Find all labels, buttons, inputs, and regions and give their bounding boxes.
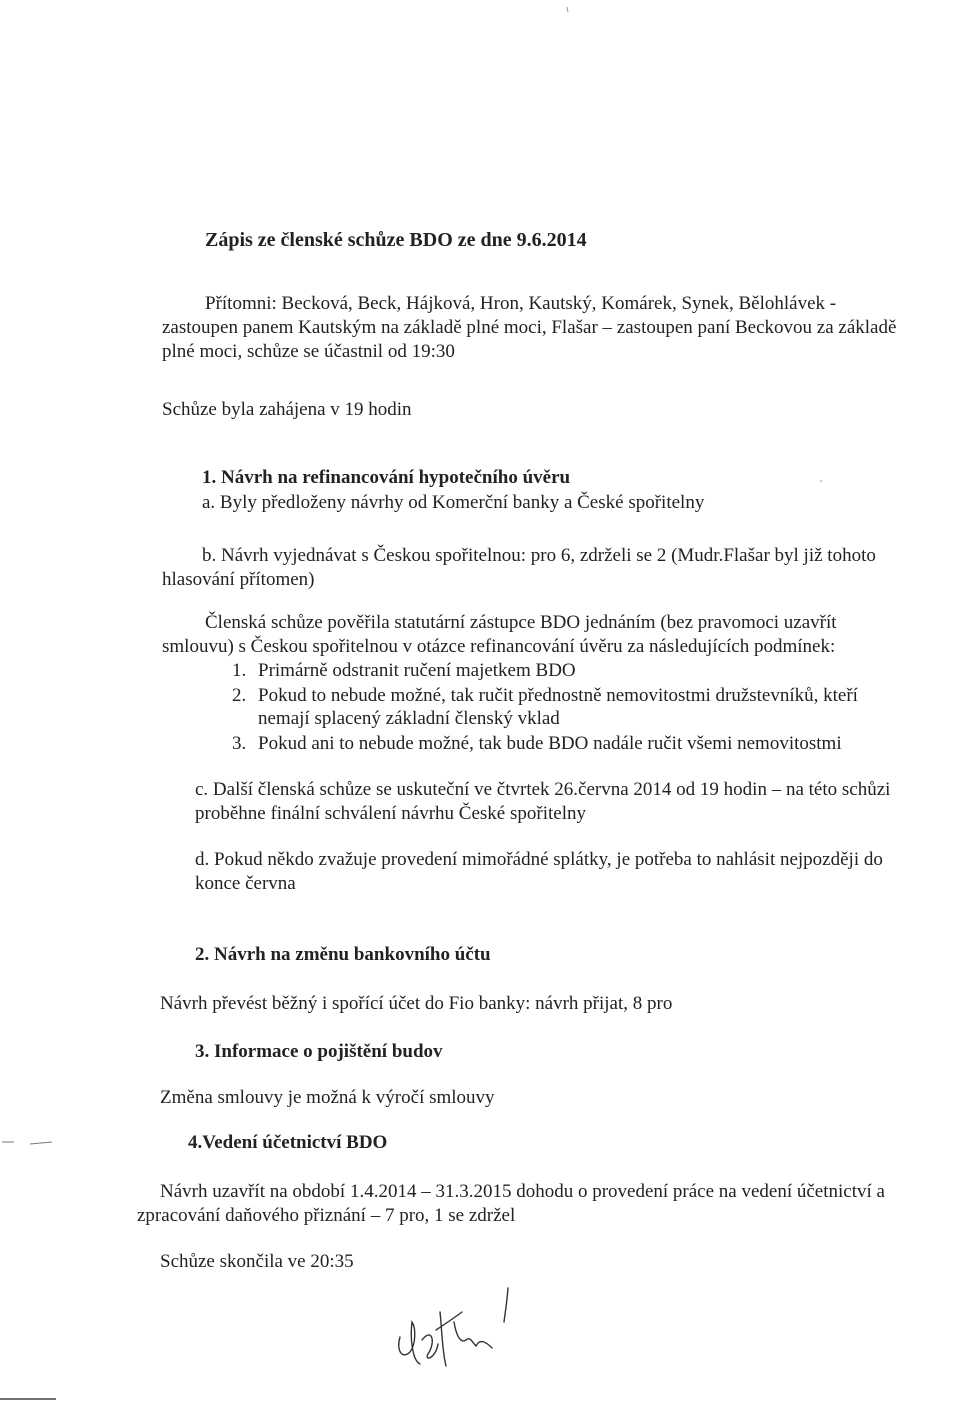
section-1-item-d: konce června	[195, 873, 296, 894]
section-1-heading: 1. Návrh na refinancování hypotečního úvěru	[202, 467, 571, 488]
condition-number: 2.	[232, 685, 247, 706]
resolution-text: smlouvu) s Českou spořitelnou v otázce refinancování úvěru za následujících podmínek:	[162, 636, 836, 657]
signature	[392, 1282, 522, 1372]
section-2-text: Návrh převést běžný i spořící účet do Fio banky: návrh přijat, 8 pro	[160, 993, 673, 1014]
stray-mark	[565, 6, 571, 14]
section-1-item-c: proběhne finální schválení návrhu České spořitelny	[195, 803, 586, 824]
document-title: Zápis ze členské schůze BDO ze dne 9.6.2014	[205, 229, 587, 251]
attendance-line: plné moci, schůze se účastnil od 19:30	[162, 341, 455, 362]
section-1-item-c: c. Další členská schůze se uskuteční ve čtvrtek 26.června 2014 od 19 hodin – na této schůzi	[195, 779, 891, 800]
section-1-item-a: a. Byly předloženy návrhy od Komerční banky a České spořitelny	[202, 492, 705, 513]
section-4-heading: 4.Vedení účetnictví BDO	[188, 1132, 388, 1153]
condition-text: nemají splacený základní členský vklad	[258, 708, 560, 729]
stray-mark	[0, 1136, 56, 1148]
section-1-item-d: d. Pokud někdo zvažuje provedení mimořádné splátky, je potřeba to nahlásit nejpozději do	[195, 849, 883, 870]
section-2-heading: 2. Návrh na změnu bankovního účtu	[195, 944, 491, 965]
condition-number: 3.	[232, 733, 247, 754]
stray-mark	[0, 1394, 60, 1404]
condition-text: Primárně odstranit ručení majetkem BDO	[258, 660, 576, 681]
condition-text: Pokud to nebude možné, tak ručit přednostně nemovitostmi družstevníků, kteří	[258, 685, 858, 706]
stray-mark	[818, 478, 824, 484]
section-1-item-b: hlasování přítomen)	[162, 569, 315, 590]
section-4-text: Návrh uzavřít na období 1.4.2014 – 31.3.2015 dohodu o provedení práce na vedení účetnictví a	[160, 1181, 885, 1202]
condition-number: 1.	[232, 660, 247, 681]
section-4-text: zpracování daňového přiznání – 7 pro, 1 se zdržel	[137, 1205, 516, 1226]
section-3-text: Změna smlouvy je možná k výročí smlouvy	[160, 1087, 495, 1108]
closing-text: Schůze skončila ve 20:35	[160, 1251, 354, 1272]
attendance-line: zastoupen panem Kautským na základě plné moci, Flašar – zastoupen paní Beckovou za základě	[162, 317, 897, 338]
condition-text: Pokud ani to nebude možné, tak bude BDO nadále ručit všemi nemovitostmi	[258, 733, 842, 754]
resolution-text: Členská schůze pověřila statutární zástupce BDO jednáním (bez pravomoci uzavřít	[205, 612, 837, 633]
opening-text: Schůze byla zahájena v 19 hodin	[162, 399, 412, 420]
section-1-item-b: b. Návrh vyjednávat s Českou spořitelnou: pro 6, zdrželi se 2 (Mudr.Flašar byl již tohoto	[202, 545, 876, 566]
section-3-heading: 3. Informace o pojištění budov	[195, 1041, 443, 1062]
attendance-line: Přítomni: Becková, Beck, Hájková, Hron, Kautský, Komárek, Synek, Bělohlávek -	[205, 293, 837, 314]
